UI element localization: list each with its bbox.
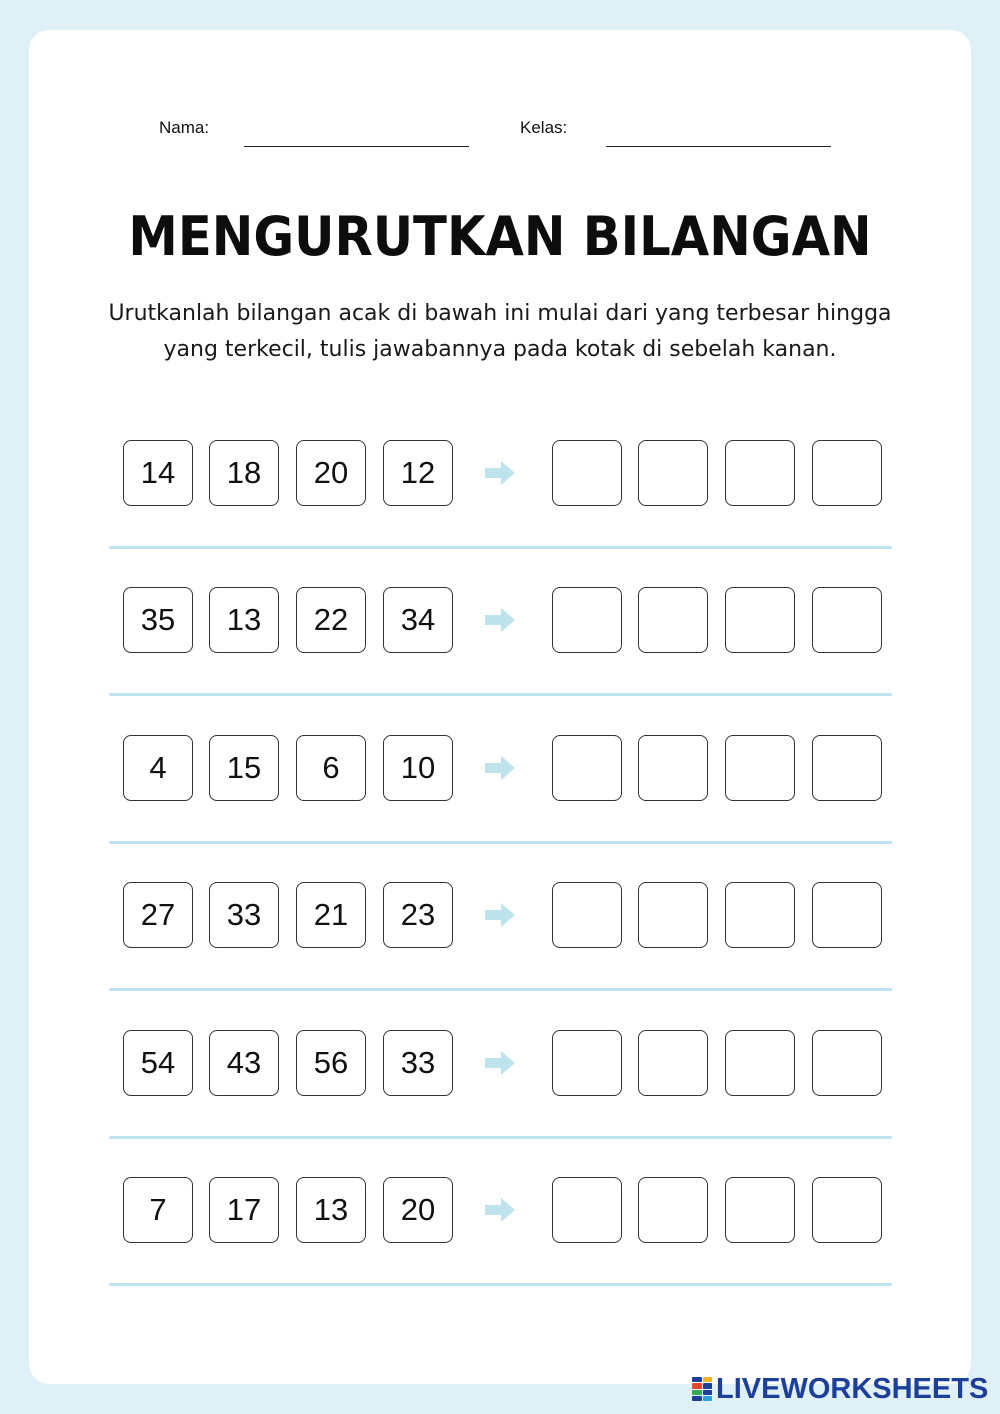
exercise-row: [0, 587, 1000, 657]
number-box: 35: [123, 587, 193, 653]
number-box: 7: [123, 1177, 193, 1243]
answer-box[interactable]: [638, 882, 708, 948]
number-box: 21: [296, 882, 366, 948]
number-box: 43: [209, 1030, 279, 1096]
number-box: 27: [123, 882, 193, 948]
number-box: 12: [383, 440, 453, 506]
answer-box[interactable]: [812, 440, 882, 506]
answer-box[interactable]: [812, 1177, 882, 1243]
number-box: 10: [383, 735, 453, 801]
number-box: 14: [123, 440, 193, 506]
number-box: 4: [123, 735, 193, 801]
number-box: 22: [296, 587, 366, 653]
arrow-right-icon: [483, 902, 517, 928]
answer-box[interactable]: [725, 587, 795, 653]
exercise-row: [0, 882, 1000, 952]
number-box: 15: [209, 735, 279, 801]
row-divider: [109, 546, 892, 549]
exercise-row: [0, 1030, 1000, 1100]
answer-box[interactable]: [638, 587, 708, 653]
number-box: 56: [296, 1030, 366, 1096]
number-box: 54: [123, 1030, 193, 1096]
number-box: 20: [383, 1177, 453, 1243]
name-input-line[interactable]: [244, 146, 469, 147]
arrow-right-icon: [483, 1050, 517, 1076]
answer-box[interactable]: [812, 882, 882, 948]
answer-box[interactable]: [638, 1030, 708, 1096]
answer-box[interactable]: [725, 735, 795, 801]
answer-box[interactable]: [812, 587, 882, 653]
answer-box[interactable]: [725, 1030, 795, 1096]
class-input-line[interactable]: [606, 146, 831, 147]
answer-box[interactable]: [552, 587, 622, 653]
page-title: MENGURUTKAN BILANGAN: [128, 205, 872, 268]
arrow-right-icon: [483, 1197, 517, 1223]
answer-box[interactable]: [552, 1177, 622, 1243]
arrow-right-icon: [483, 607, 517, 633]
exercise-row: [0, 735, 1000, 805]
logo-text: LIVEWORKSHEETS: [716, 1372, 989, 1405]
class-label: Kelas:: [520, 118, 568, 137]
arrow-right-icon: [483, 755, 517, 781]
liveworksheets-logo: [692, 1372, 988, 1406]
name-label: Nama:: [159, 118, 210, 137]
number-box: 6: [296, 735, 366, 801]
answer-box[interactable]: [638, 1177, 708, 1243]
number-box: 20: [296, 440, 366, 506]
answer-box[interactable]: [812, 735, 882, 801]
logo-icon: [692, 1377, 712, 1401]
row-divider: [109, 841, 892, 844]
number-box: 18: [209, 440, 279, 506]
answer-box[interactable]: [638, 440, 708, 506]
answer-box[interactable]: [725, 882, 795, 948]
exercise-row: [0, 440, 1000, 510]
row-divider: [109, 1283, 892, 1286]
answer-box[interactable]: [638, 735, 708, 801]
number-box: 34: [383, 587, 453, 653]
number-box: 33: [383, 1030, 453, 1096]
row-divider: [109, 988, 892, 991]
arrow-right-icon: [483, 460, 517, 486]
row-divider: [109, 1136, 892, 1139]
answer-box[interactable]: [725, 440, 795, 506]
exercise-row: [0, 1177, 1000, 1247]
number-box: 23: [383, 882, 453, 948]
number-box: 13: [296, 1177, 366, 1243]
number-box: 17: [209, 1177, 279, 1243]
number-box: 13: [209, 587, 279, 653]
answer-box[interactable]: [725, 1177, 795, 1243]
answer-box[interactable]: [552, 1030, 622, 1096]
instruction-text: Urutkanlah bilangan acak di bawah ini mulai dari yang terbesar hingga yang terkecil, tulis jawabannya pada kotak di sebelah kanan.: [108, 301, 892, 362]
answer-box[interactable]: [552, 735, 622, 801]
answer-box[interactable]: [552, 440, 622, 506]
answer-box[interactable]: [812, 1030, 882, 1096]
number-box: 33: [209, 882, 279, 948]
row-divider: [109, 693, 892, 696]
answer-box[interactable]: [552, 882, 622, 948]
